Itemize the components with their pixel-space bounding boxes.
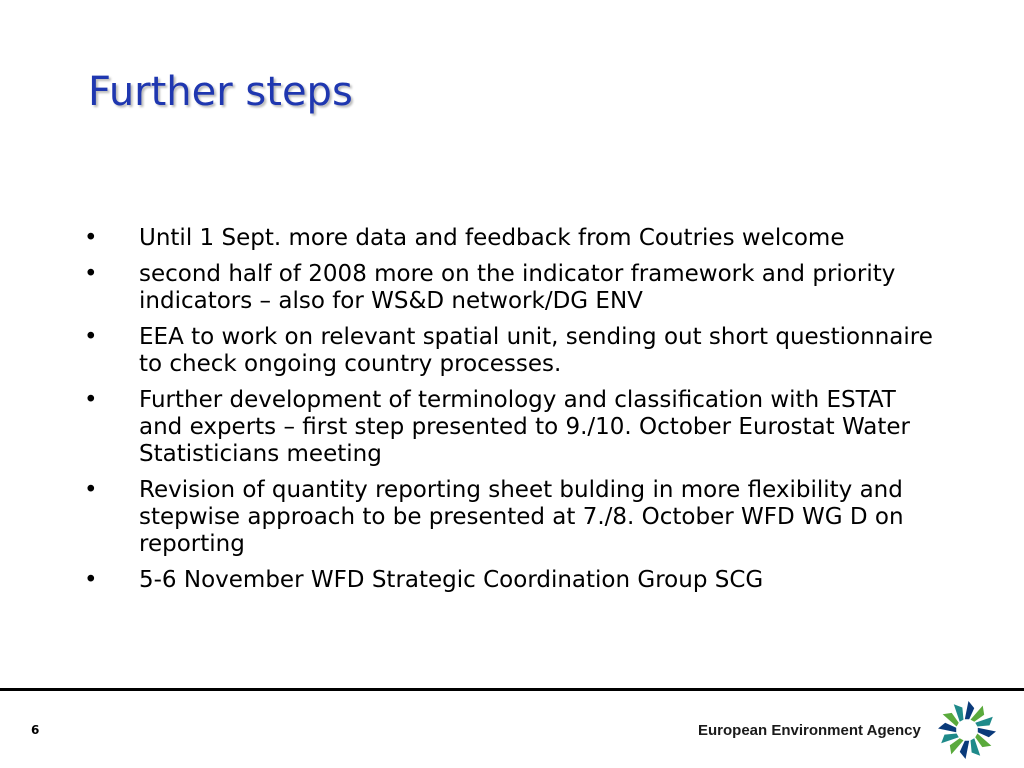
bullet-item: • 5-6 November WFD Strategic Coordination Group SCG bbox=[84, 567, 944, 594]
bullet-list bbox=[84, 225, 944, 603]
organization-name: European Environment Agency bbox=[698, 722, 921, 739]
bullet-item: • second half of 2008 more on the indicator framework and priority indicators – also for WS&D network/DG ENV bbox=[84, 261, 944, 315]
logo-ray bbox=[938, 723, 956, 732]
bullet-item: • Until 1 Sept. more data and feedback from Coutries welcome bbox=[84, 225, 944, 252]
page-number: 6 bbox=[31, 723, 40, 737]
eea-sun-logo-icon bbox=[935, 698, 999, 762]
bullet-item: • Revision of quantity reporting sheet bulding in more flexibility and stepwise approach to be presented at 7./8. October WFD WG D on reporting bbox=[84, 477, 944, 558]
footer-divider bbox=[0, 688, 1024, 691]
logo-ray bbox=[978, 728, 996, 737]
logo-ray bbox=[965, 701, 974, 719]
bullet-item: • Further development of terminology and classification with ESTAT and experts – first step presented to 9./10. October Eurostat Water Statisticians meeting bbox=[84, 387, 944, 468]
slide-title: Further steps bbox=[88, 69, 353, 115]
bullet-item: • EEA to work on relevant spatial unit, sending out short questionnaire to check ongoing country processes. bbox=[84, 324, 944, 378]
logo-ray bbox=[960, 741, 969, 759]
